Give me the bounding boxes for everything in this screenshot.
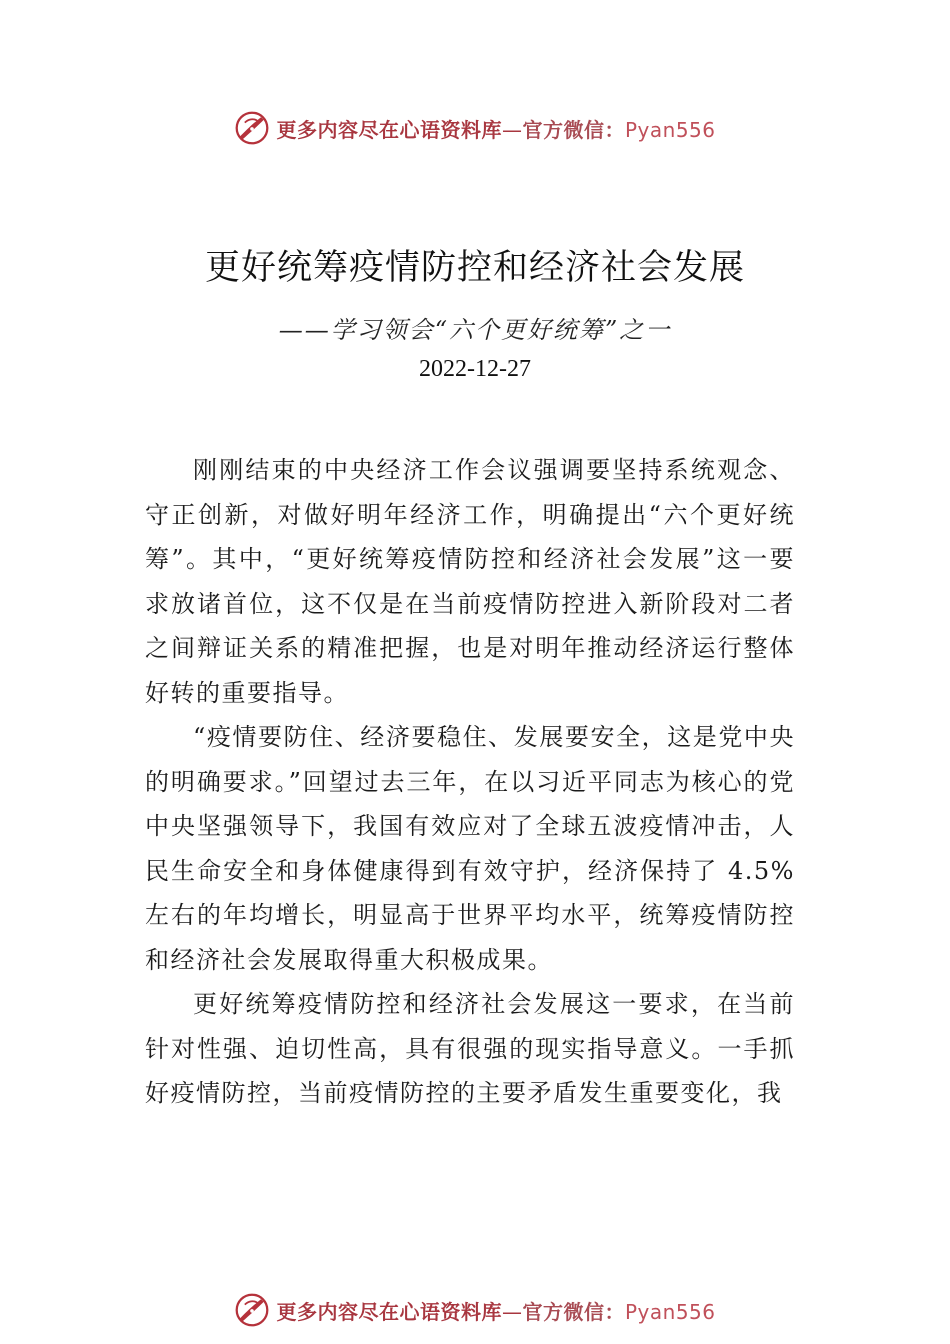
bottom-watermark-banner (0, 1290, 950, 1330)
watermark-text (276, 114, 715, 143)
watermark-main: 更多内容尽在心语资料库 (276, 1299, 502, 1324)
watermark-wechat-id: Pyan556 (624, 117, 716, 142)
watermark-label: 官方微信： (522, 117, 625, 142)
paragraph: 刚刚结束的中央经济工作会议强调要坚持系统观念、守正创新，对做好明年经济工作，明确提出“六个更好统筹”。其中，“更好统筹疫情防控和经济社会发展”这一要求放诸首位，这不仅是在当前疫情防控进入新阶段对二者之间辩证关系的精准把握，也是对明年推动经济运行整体好转的重要指导。 (145, 456, 795, 707)
paragraph: 更好统筹疫情防控和经济社会发展这一要求，在当前针对性强、迫切性高，具有很强的现实指导意义。一手抓好疫情防控，当前疫情防控的主要矛盾发生重要变化，我 (145, 990, 795, 1107)
watermark-wechat-id: Pyan556 (624, 1299, 716, 1324)
article-date: 2022-12-27 (419, 356, 531, 382)
pen-nib-logo-icon (234, 1292, 270, 1328)
watermark-label: 官方微信： (522, 1299, 625, 1324)
top-watermark-banner (0, 108, 950, 148)
watermark-text (276, 1296, 715, 1325)
paragraph: “疫情要防住、经济要稳住、发展要安全，这是党中央的明确要求。”回望过去三年，在以习近平同志为核心的党中央坚强领导下，我国有效应对了全球五波疫情冲击，人民生命安全和身体健康得到有效守护，经济保持了 4.5%左右的年均增长，明显高于世界平均水平，统筹疫情防控和经济社会发展取得重大积极成果。 (145, 723, 795, 974)
watermark-dash: — (501, 117, 523, 142)
article-title: 更好统筹疫情防控和经济社会发展 (204, 248, 745, 288)
article-body (145, 448, 795, 1116)
pen-nib-logo-icon (234, 110, 270, 146)
article-subtitle: ——学习领会“六个更好统筹”之一 (278, 316, 672, 344)
watermark-dash: — (501, 1299, 523, 1324)
watermark-main: 更多内容尽在心语资料库 (276, 117, 502, 142)
